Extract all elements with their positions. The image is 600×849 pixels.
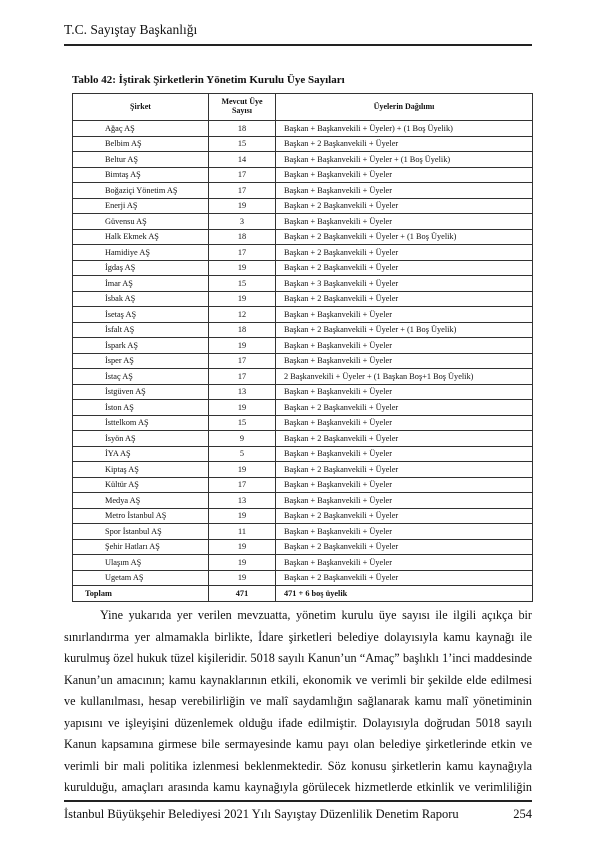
distribution-cell: 2 Başkanvekili + Üyeler + (1 Başkan Boş+1 Boş Üyelik) xyxy=(276,369,533,385)
table-row xyxy=(73,477,533,493)
table-row xyxy=(73,400,533,416)
body-line: verimli bir mali politika izlenmesi beklenmektedir. Söz konusu şirketlerin kamu kaynağıyla xyxy=(64,758,532,773)
table-row xyxy=(73,384,533,400)
table-row xyxy=(73,214,533,230)
company-cell: İspark AŞ xyxy=(73,338,209,354)
member-count-cell: 17 xyxy=(209,353,276,369)
total-distribution-cell: 471 + 6 boş üyelik xyxy=(276,586,533,602)
body-line: kurulduğu, amaçları arasında kamu kaynağıyla görülecek hizmetlerde etkinlik ve verimliliğin xyxy=(64,780,532,794)
company-cell: Belbim AŞ xyxy=(73,136,209,152)
company-cell: Beltur AŞ xyxy=(73,152,209,168)
distribution-cell: Başkan + 2 Başkanvekili + Üyeler + (1 Boş Üyelik) xyxy=(276,229,533,245)
company-cell: İsbak AŞ xyxy=(73,291,209,307)
table-row xyxy=(73,338,533,354)
member-count-cell: 15 xyxy=(209,136,276,152)
table-row xyxy=(73,493,533,509)
table-row xyxy=(73,446,533,462)
table-row xyxy=(73,431,533,447)
member-count-cell: 18 xyxy=(209,229,276,245)
distribution-cell: Başkan + Başkanvekili + Üyeler) + (1 Boş Üyelik) xyxy=(276,121,533,137)
member-count-cell: 19 xyxy=(209,260,276,276)
company-cell: Metro İstanbul AŞ xyxy=(73,508,209,524)
table-caption: Tablo 42: İştirak Şirketlerin Yönetim Kurulu Üye Sayıları xyxy=(72,74,345,86)
table-row xyxy=(73,570,533,586)
body-line: Kanun kapsamına girmese bile sermayesinde kamu payı olan belediye şirketlerinde etkin ve xyxy=(64,737,532,751)
table-row xyxy=(73,369,533,385)
member-count-cell: 17 xyxy=(209,477,276,493)
table-row xyxy=(73,260,533,276)
member-count-cell: 19 xyxy=(209,462,276,478)
table-row xyxy=(73,555,533,571)
column-header-distribution: Üyelerin Dağılımı xyxy=(276,94,533,121)
member-count-cell: 5 xyxy=(209,446,276,462)
table-row xyxy=(73,183,533,199)
table-row xyxy=(73,136,533,152)
member-count-cell: 19 xyxy=(209,570,276,586)
table-row xyxy=(73,121,533,137)
distribution-cell: Başkan + Başkanvekili + Üyeler + (1 Boş Üyelik) xyxy=(276,152,533,168)
distribution-cell: Başkan + 2 Başkanvekili + Üyeler xyxy=(276,291,533,307)
distribution-cell: Başkan + Başkanvekili + Üyeler xyxy=(276,493,533,509)
distribution-cell: Başkan + 2 Başkanvekili + Üyeler xyxy=(276,462,533,478)
member-count-cell: 9 xyxy=(209,431,276,447)
table-row xyxy=(73,524,533,540)
member-count-cell: 18 xyxy=(209,121,276,137)
board-members-table xyxy=(72,93,533,602)
member-count-cell: 17 xyxy=(209,369,276,385)
distribution-cell: Başkan + Başkanvekili + Üyeler xyxy=(276,167,533,183)
table-row xyxy=(73,152,533,168)
distribution-cell: Başkan + Başkanvekili + Üyeler xyxy=(276,415,533,431)
header-divider xyxy=(64,44,532,46)
table-row xyxy=(73,415,533,431)
member-count-cell: 19 xyxy=(209,338,276,354)
company-cell: Şehir Hatları AŞ xyxy=(73,539,209,555)
member-count-cell: 11 xyxy=(209,524,276,540)
body-line: kurulmuş özel hukuk tüzel kişileridir. 5018 sayılı Kanun’un “Amaç” başlıklı 1’inci maddesinde xyxy=(64,651,532,665)
distribution-cell: Başkan + 2 Başkanvekili + Üyeler xyxy=(276,400,533,416)
distribution-cell: Başkan + Başkanvekili + Üyeler xyxy=(276,183,533,199)
company-cell: İstgüven AŞ xyxy=(73,384,209,400)
distribution-cell: Başkan + 2 Başkanvekili + Üyeler xyxy=(276,570,533,586)
table-row xyxy=(73,245,533,261)
member-count-cell: 18 xyxy=(209,322,276,338)
company-cell: Halk Ekmek AŞ xyxy=(73,229,209,245)
total-label-cell: Toplam xyxy=(73,586,209,602)
table-row xyxy=(73,276,533,292)
distribution-cell: Başkan + 2 Başkanvekili + Üyeler xyxy=(276,508,533,524)
distribution-cell: Başkan + 2 Başkanvekili + Üyeler xyxy=(276,431,533,447)
member-count-cell: 17 xyxy=(209,183,276,199)
company-cell: İsttelkom AŞ xyxy=(73,415,209,431)
distribution-cell: Başkan + 2 Başkanvekili + Üyeler xyxy=(276,260,533,276)
table-row xyxy=(73,198,533,214)
company-cell: İsyön AŞ xyxy=(73,431,209,447)
company-cell: İsfalt AŞ xyxy=(73,322,209,338)
member-count-cell: 19 xyxy=(209,198,276,214)
member-count-cell: 13 xyxy=(209,493,276,509)
distribution-cell: Başkan + Başkanvekili + Üyeler xyxy=(276,338,533,354)
company-cell: Bimtaş AŞ xyxy=(73,167,209,183)
table-row xyxy=(73,322,533,338)
company-cell: Kültür AŞ xyxy=(73,477,209,493)
column-header-member-count: Mevcut Üye Sayısı xyxy=(209,94,276,121)
table-row xyxy=(73,539,533,555)
page-number: 254 xyxy=(513,807,532,821)
member-count-cell: 3 xyxy=(209,214,276,230)
distribution-cell: Başkan + Başkanvekili + Üyeler xyxy=(276,555,533,571)
distribution-cell: Başkan + 2 Başkanvekili + Üyeler xyxy=(276,539,533,555)
body-line: Kanun’un amacının; kamu kaynaklarının etkili, ekonomik ve verimli bir şekilde elde edilmesi xyxy=(64,672,532,687)
company-cell: İsper AŞ xyxy=(73,353,209,369)
table-row xyxy=(73,508,533,524)
table-row xyxy=(73,291,533,307)
table-row xyxy=(73,229,533,245)
body-line: yapısını ve işleyişini düzenlemek olduğu ifade edilmiştir. Dolayısıyla doğrudan 5018 sayılı xyxy=(64,715,532,730)
company-cell: İston AŞ xyxy=(73,400,209,416)
distribution-cell: Başkan + 2 Başkanvekili + Üyeler xyxy=(276,245,533,261)
column-header-company: Şirket xyxy=(73,94,209,121)
body-line: ve kullanılması, hesap verebilirliğin ve malî saydamlığın sağlanarak kamu malî yönetiminin xyxy=(64,694,532,708)
member-count-cell: 12 xyxy=(209,307,276,323)
total-count-cell: 471 xyxy=(209,586,276,602)
member-count-cell: 19 xyxy=(209,400,276,416)
company-cell: Ugetam AŞ xyxy=(73,570,209,586)
company-cell: Enerji AŞ xyxy=(73,198,209,214)
body-paragraph xyxy=(64,605,532,799)
company-cell: Boğaziçi Yönetim AŞ xyxy=(73,183,209,199)
company-cell: Ulaşım AŞ xyxy=(73,555,209,571)
member-count-cell: 19 xyxy=(209,291,276,307)
company-cell: İgdaş AŞ xyxy=(73,260,209,276)
table-row xyxy=(73,353,533,369)
body-line: sınırlandırma yer almamakla birlikte, İdare şirketleri belediye dolayısıyla kamu kaynağı ile xyxy=(64,629,532,644)
company-cell: Hamidiye AŞ xyxy=(73,245,209,261)
footer-divider xyxy=(64,800,532,802)
page-header: T.C. Sayıştay Başkanlığı xyxy=(64,22,198,37)
member-count-cell: 15 xyxy=(209,276,276,292)
body-line: Yine yukarıda yer verilen mevzuatta, yönetim kurulu üye sayısı ile ilgili açıkça bir xyxy=(100,608,532,622)
footer-title: İstanbul Büyükşehir Belediyesi 2021 Yılı Sayıştay Düzenlilik Denetim Raporu xyxy=(64,807,459,821)
company-cell: Ağaç AŞ xyxy=(73,121,209,137)
distribution-cell: Başkan + Başkanvekili + Üyeler xyxy=(276,524,533,540)
member-count-cell: 13 xyxy=(209,384,276,400)
distribution-cell: Başkan + 3 Başkanvekili + Üyeler xyxy=(276,276,533,292)
distribution-cell: Başkan + Başkanvekili + Üyeler xyxy=(276,214,533,230)
distribution-cell: Başkan + 2 Başkanvekili + Üyeler xyxy=(276,198,533,214)
company-cell: İYA AŞ xyxy=(73,446,209,462)
company-cell: İmar AŞ xyxy=(73,276,209,292)
company-cell: İstaç AŞ xyxy=(73,369,209,385)
member-count-cell: 19 xyxy=(209,508,276,524)
distribution-cell: Başkan + Başkanvekili + Üyeler xyxy=(276,446,533,462)
table-row xyxy=(73,167,533,183)
member-count-cell: 17 xyxy=(209,167,276,183)
table-row xyxy=(73,462,533,478)
distribution-cell: Başkan + 2 Başkanvekili + Üyeler + (1 Boş Üyelik) xyxy=(276,322,533,338)
member-count-cell: 15 xyxy=(209,415,276,431)
distribution-cell: Başkan + 2 Başkanvekili + Üyeler xyxy=(276,136,533,152)
company-cell: Medya AŞ xyxy=(73,493,209,509)
company-cell: Güvensu AŞ xyxy=(73,214,209,230)
distribution-cell: Başkan + Başkanvekili + Üyeler xyxy=(276,353,533,369)
table-total-row xyxy=(73,586,533,602)
company-cell: İsetaş AŞ xyxy=(73,307,209,323)
table-row xyxy=(73,307,533,323)
member-count-cell: 14 xyxy=(209,152,276,168)
company-cell: Spor İstanbul AŞ xyxy=(73,524,209,540)
distribution-cell: Başkan + Başkanvekili + Üyeler xyxy=(276,307,533,323)
member-count-cell: 19 xyxy=(209,555,276,571)
distribution-cell: Başkan + Başkanvekili + Üyeler xyxy=(276,384,533,400)
company-cell: Kiptaş AŞ xyxy=(73,462,209,478)
member-count-cell: 19 xyxy=(209,539,276,555)
member-count-cell: 17 xyxy=(209,245,276,261)
distribution-cell: Başkan + Başkanvekili + Üyeler xyxy=(276,477,533,493)
